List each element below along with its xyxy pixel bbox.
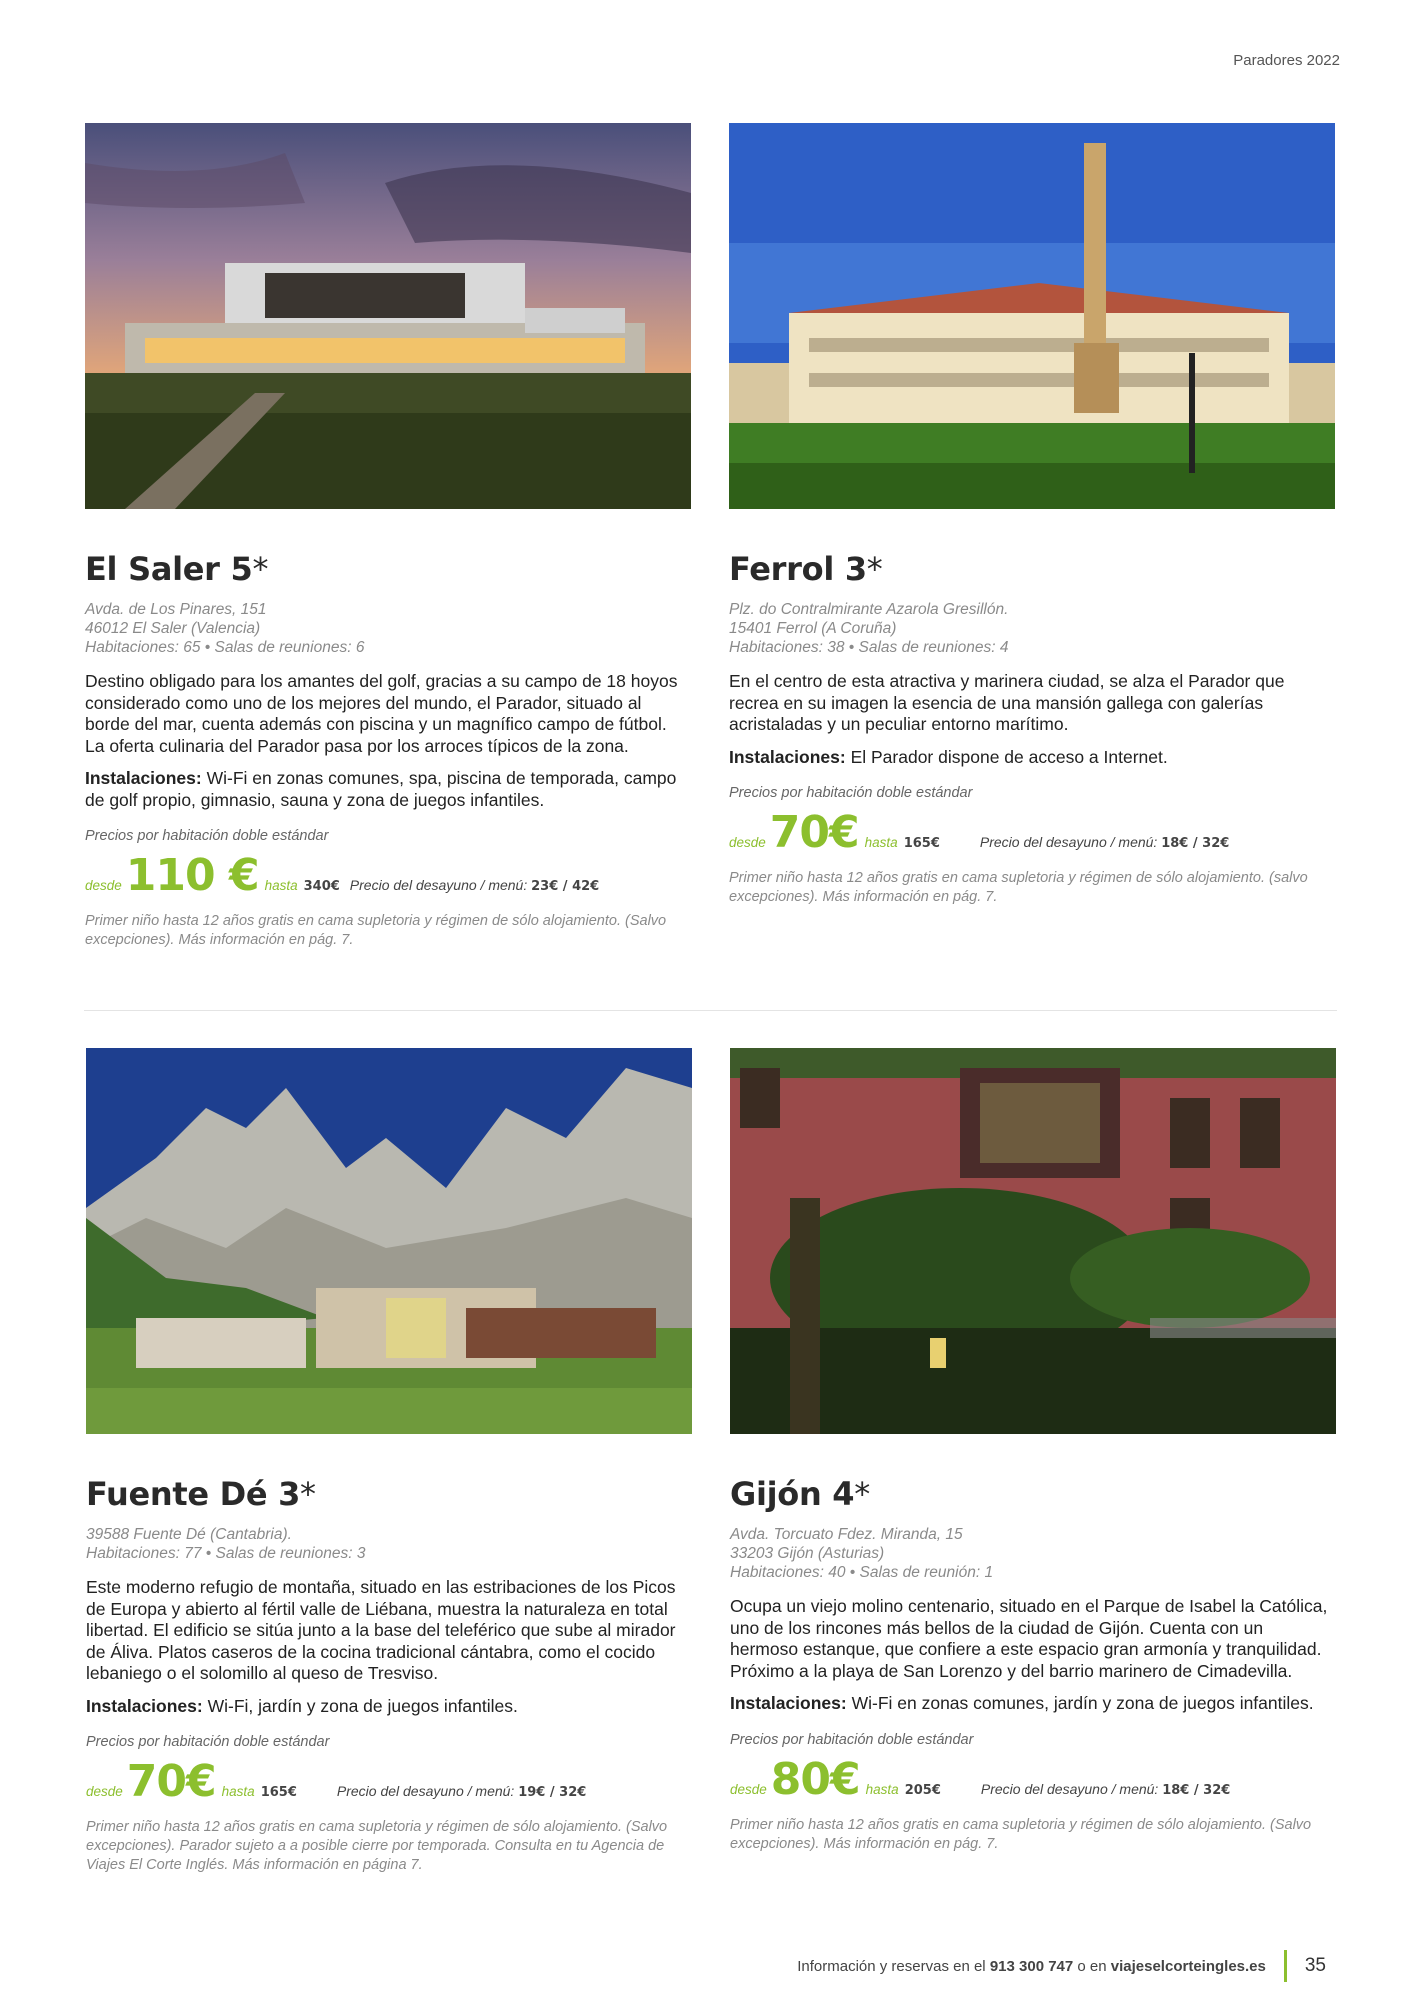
price-from: 70€ — [126, 1756, 216, 1807]
price-to: 340€ — [303, 879, 340, 894]
price-row: desde 70€ hasta 165€ Precio del desayuno / menú: 18€ / 32€ — [729, 807, 1230, 858]
parador-description: Ocupa un viejo molino centenario, situado en el Parque de Isabel la Católica, uno de los rincones más bellos de la ciudad de Gijón. Cuenta con un hermoso estanque, que confiere a este espacio gran armonía y tranquilidad. Próximo a la playa de San Lorenzo y del barrio marinero de Cimadevilla. — [730, 1596, 1328, 1681]
breakfast-price: Precio del desayuno / menú: 18€ / 32€ — [979, 834, 1230, 851]
footer-divider-bar — [1284, 1950, 1287, 1982]
parador-address: 39588 Fuente Dé (Cantabria). Habitaciones: 77 • Salas de reuniones: 3 — [86, 1526, 366, 1562]
price-to: 165€ — [260, 1785, 297, 1800]
parador-card-fuente-de — [86, 1048, 692, 1875]
price-note: Precios por habitación doble estándar — [729, 785, 973, 801]
footer-info: Información y reservas en el 913 300 747 o en viajeselcorteingles.es — [797, 1957, 1266, 1975]
section-divider — [84, 1010, 1337, 1011]
parador-description: Este moderno refugio de montaña, situado en las estribaciones de los Picos de Europa y abierto al fértil valle de Liébana, muestra la naturaleza en total libertad. El edificio se sitúa junto a la base del teleférico que sube al mirador de Áliva. Platos caseros de la cocina tradicional cántabra, como el cocido lebaniego o el solomillo al queso de Tresviso. — [86, 1577, 676, 1683]
price-note: Precios por habitación doble estándar — [730, 1731, 974, 1748]
price-to: 205€ — [904, 1782, 941, 1798]
parador-title: Ferrol 3* — [729, 550, 883, 588]
parador-title: Fuente Dé 3* — [86, 1475, 316, 1513]
publication-header: Paradores 2022 — [1233, 52, 1340, 69]
parador-footnote: Primer niño hasta 12 años gratis en cama supletoria y régimen de sólo alojamiento. (Salvo excepciones). Parador sujeto a a posible cierre por temporada. Consulta en tu Agencia de Viajes El Corte Inglés. Más información en página 7. — [86, 1819, 668, 1873]
breakfast-price: Precio del desayuno / menú: 19€ / 32€ — [336, 1783, 587, 1800]
parador-facilities: Instalaciones: El Parador dispone de acceso a Internet. — [729, 746, 1168, 767]
parador-title: El Saler 5* — [85, 550, 269, 588]
parador-facilities: Instalaciones: Wi-Fi, jardín y zona de juegos infantiles. — [86, 1695, 518, 1716]
parador-facilities: Instalaciones: Wi-Fi en zonas comunes, jardín y zona de juegos infantiles. — [730, 1693, 1314, 1713]
page-number: 35 — [1304, 1955, 1326, 1976]
page-footer — [797, 1950, 1326, 1982]
parador-photo-ferrol — [729, 123, 1335, 509]
phone-number: 913 300 747 — [989, 1957, 1074, 1975]
parador-title: Gijón 4* — [730, 1475, 870, 1513]
parador-facilities: Instalaciones: Wi-Fi en zonas comunes, spa, piscina de temporada, campo de golf propio, gimnasio, sauna y zona de juegos infantiles. — [85, 768, 677, 810]
price-row: desde 110 € hasta 340€ Precio del desayuno / menú: 23€ / 42€ — [85, 850, 600, 901]
parador-photo-fuente-de — [86, 1048, 692, 1434]
parador-description: Destino obligado para los amantes del golf, gracias a su campo de 18 hoyos considerado como uno de los mejores del mundo, el Parador, situado al borde del mar, cuenta además con piscina y un magnífico campo de fútbol. La oferta culinaria del Parador pasa por los arroces típicos de la zona. — [85, 671, 678, 756]
price-note: Precios por habitación doble estándar — [86, 1734, 330, 1750]
website-link[interactable]: viajeselcorteingles.es — [1110, 1957, 1266, 1975]
parador-footnote: Primer niño hasta 12 años gratis en cama supletoria y régimen de sólo alojamiento. (salvo excepciones). Más información en pág. 7. — [729, 870, 1308, 905]
price-from: 80€ — [770, 1753, 860, 1805]
breakfast-price: Precio del desayuno / menú: 18€ / 32€ — [980, 1780, 1231, 1798]
price-from: 110 € — [125, 850, 259, 901]
parador-photo-gijon — [730, 1048, 1336, 1434]
price-note: Precios por habitación doble estándar — [85, 828, 329, 844]
parador-footnote: Primer niño hasta 12 años gratis en cama supletoria y régimen de sólo alojamiento. (Salvo excepciones). Más información en pág. 7. — [730, 1816, 1312, 1852]
parador-footnote: Primer niño hasta 12 años gratis en cama supletoria y régimen de sólo alojamiento. (Salvo excepciones). Más información en pág. 7. — [85, 913, 667, 948]
parador-address: Plz. do Contralmirante Azarola Gresillón. 15401 Ferrol (A Coruña) Habitaciones: 38 • Salas de reuniones: 4 — [729, 601, 1009, 656]
parador-address: Avda. de Los Pinares, 151 46012 El Saler (Valencia) Habitaciones: 65 • Salas de reuniones: 6 — [85, 601, 365, 656]
breakfast-price: Precio del desayuno / menú: 23€ / 42€ — [349, 877, 600, 894]
parador-address: Avda. Torcuato Fdez. Miranda, 15 33203 Gijón (Asturias) Habitaciones: 40 • Salas de reunión: 1 — [730, 1526, 994, 1581]
price-row: desde 70€ hasta 165€ Precio del desayuno / menú: 19€ / 32€ — [86, 1756, 587, 1807]
parador-card-ferrol — [729, 123, 1335, 907]
parador-card-gijon — [730, 1048, 1336, 1854]
parador-card-el-saler — [85, 123, 691, 950]
parador-photo-el-saler — [85, 123, 691, 509]
price-from: 70€ — [769, 807, 859, 858]
parador-description: En el centro de esta atractiva y marinera ciudad, se alza el Parador que recrea en su imagen la esencia de una mansión gallega con galerías acristaladas y un peculiar entorno marítimo. — [729, 671, 1285, 734]
price-row: desde 80€ hasta 205€ Precio del desayuno / menú: 18€ / 32€ — [730, 1753, 1231, 1805]
price-to: 165€ — [903, 836, 940, 851]
